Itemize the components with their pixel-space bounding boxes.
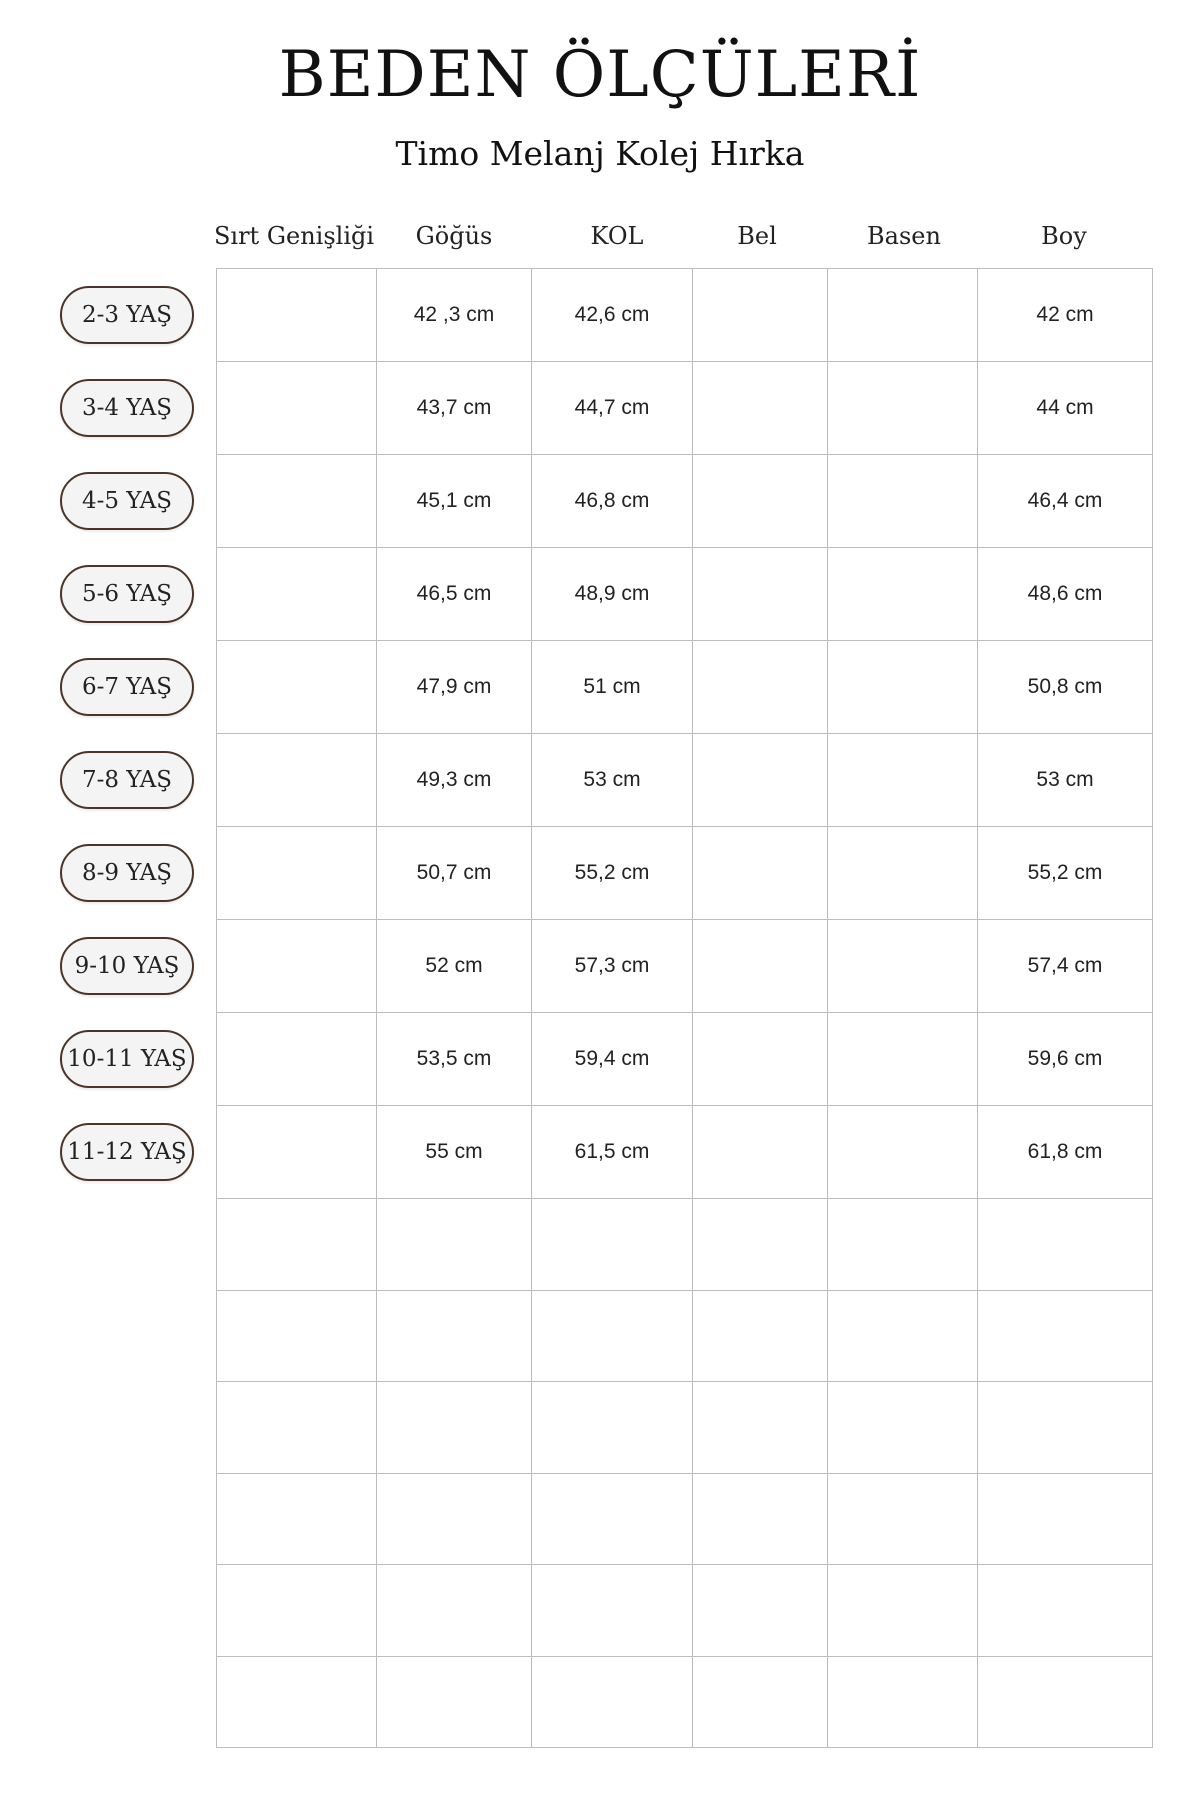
age-label: 3-4 YAŞ [60, 379, 194, 437]
cell-basen [828, 920, 978, 1013]
age-label: 11-12 YAŞ [60, 1123, 194, 1181]
cell-gogus: 42 ,3 cm [377, 269, 532, 362]
empty-cell [978, 1199, 1153, 1291]
cell-sirt-genisligi [217, 1013, 377, 1106]
cell-boy: 48,6 cm [978, 548, 1153, 641]
cell-kol: 44,7 cm [532, 362, 693, 455]
table-row [217, 827, 1153, 920]
cell-boy: 59,6 cm [978, 1013, 1153, 1106]
empty-cell [377, 1382, 532, 1474]
empty-cell [978, 1290, 1153, 1382]
cell-basen [828, 1106, 978, 1199]
cell-kol: 57,3 cm [532, 920, 693, 1013]
column-header-boy: Boy [1041, 222, 1087, 250]
empty-cell [377, 1473, 532, 1565]
cell-bel [693, 548, 828, 641]
column-header-sirt-genisligi: Sırt Genişliği [213, 222, 375, 250]
cell-basen [828, 827, 978, 920]
empty-cell [217, 1290, 377, 1382]
cell-bel [693, 827, 828, 920]
cell-boy: 57,4 cm [978, 920, 1153, 1013]
cell-gogus: 55 cm [377, 1106, 532, 1199]
column-header-gogus: Göğüs [415, 222, 493, 250]
empty-cell [377, 1199, 532, 1291]
cell-boy: 46,4 cm [978, 455, 1153, 548]
table-row [217, 734, 1153, 827]
cell-gogus: 53,5 cm [377, 1013, 532, 1106]
cell-gogus: 46,5 cm [377, 548, 532, 641]
empty-cell [693, 1382, 828, 1474]
cell-kol: 61,5 cm [532, 1106, 693, 1199]
cell-gogus: 43,7 cm [377, 362, 532, 455]
empty-cell [978, 1565, 1153, 1657]
age-label: 4-5 YAŞ [60, 472, 194, 530]
cell-bel [693, 1013, 828, 1106]
cell-basen [828, 548, 978, 641]
empty-cell [377, 1290, 532, 1382]
cell-sirt-genisligi [217, 362, 377, 455]
empty-cell [828, 1199, 978, 1291]
empty-cell [217, 1565, 377, 1657]
cell-basen [828, 269, 978, 362]
empty-cell [532, 1473, 693, 1565]
age-label: 5-6 YAŞ [60, 565, 194, 623]
age-label: 8-9 YAŞ [60, 844, 194, 902]
empty-cell [978, 1382, 1153, 1474]
empty-table-row [217, 1290, 1153, 1382]
cell-boy: 55,2 cm [978, 827, 1153, 920]
cell-bel [693, 920, 828, 1013]
cell-boy: 61,8 cm [978, 1106, 1153, 1199]
empty-cell [828, 1290, 978, 1382]
cell-sirt-genisligi [217, 827, 377, 920]
cell-sirt-genisligi [217, 269, 377, 362]
size-table [216, 268, 1153, 1748]
empty-cell [532, 1290, 693, 1382]
empty-cell [217, 1199, 377, 1291]
cell-gogus: 45,1 cm [377, 455, 532, 548]
empty-cell [828, 1473, 978, 1565]
cell-sirt-genisligi [217, 641, 377, 734]
cell-boy: 42 cm [978, 269, 1153, 362]
empty-table-row [217, 1382, 1153, 1474]
empty-cell [693, 1290, 828, 1382]
table-row [217, 641, 1153, 734]
cell-sirt-genisligi [217, 734, 377, 827]
cell-basen [828, 734, 978, 827]
cell-kol: 55,2 cm [532, 827, 693, 920]
cell-bel [693, 734, 828, 827]
cell-boy: 50,8 cm [978, 641, 1153, 734]
empty-cell [532, 1656, 693, 1748]
empty-table-row [217, 1565, 1153, 1657]
empty-table-row [217, 1473, 1153, 1565]
empty-cell [978, 1656, 1153, 1748]
table-row [217, 455, 1153, 548]
table-row [217, 548, 1153, 641]
table-row [217, 1106, 1153, 1199]
cell-sirt-genisligi [217, 1106, 377, 1199]
cell-gogus: 49,3 cm [377, 734, 532, 827]
empty-cell [217, 1473, 377, 1565]
cell-gogus: 50,7 cm [377, 827, 532, 920]
cell-kol: 59,4 cm [532, 1013, 693, 1106]
cell-basen [828, 455, 978, 548]
empty-cell [693, 1656, 828, 1748]
column-header-kol: KOL [590, 222, 644, 250]
cell-kol: 48,9 cm [532, 548, 693, 641]
empty-table-row [217, 1656, 1153, 1748]
page-title: BEDEN ÖLÇÜLERİ [278, 38, 922, 112]
cell-bel [693, 1106, 828, 1199]
empty-cell [532, 1382, 693, 1474]
age-label: 6-7 YAŞ [60, 658, 194, 716]
cell-boy: 44 cm [978, 362, 1153, 455]
empty-cell [217, 1656, 377, 1748]
empty-cell [693, 1473, 828, 1565]
cell-gogus: 47,9 cm [377, 641, 532, 734]
cell-basen [828, 362, 978, 455]
empty-cell [828, 1565, 978, 1657]
cell-sirt-genisligi [217, 920, 377, 1013]
cell-basen [828, 1013, 978, 1106]
cell-kol: 53 cm [532, 734, 693, 827]
cell-sirt-genisligi [217, 548, 377, 641]
age-label: 9-10 YAŞ [60, 937, 194, 995]
age-label: 2-3 YAŞ [60, 286, 194, 344]
column-header-bel: Bel [737, 222, 777, 250]
table-row [217, 269, 1153, 362]
cell-bel [693, 269, 828, 362]
cell-sirt-genisligi [217, 455, 377, 548]
cell-kol: 42,6 cm [532, 269, 693, 362]
cell-bel [693, 362, 828, 455]
empty-cell [828, 1382, 978, 1474]
empty-cell [377, 1656, 532, 1748]
column-header-basen: Basen [867, 222, 941, 250]
empty-cell [532, 1565, 693, 1657]
cell-basen [828, 641, 978, 734]
empty-table-row [217, 1199, 1153, 1291]
age-label: 7-8 YAŞ [60, 751, 194, 809]
cell-bel [693, 641, 828, 734]
cell-kol: 46,8 cm [532, 455, 693, 548]
product-name: Timo Melanj Kolej Hırka [395, 134, 805, 173]
table-row [217, 920, 1153, 1013]
empty-cell [377, 1565, 532, 1657]
table-row [217, 362, 1153, 455]
empty-cell [693, 1565, 828, 1657]
age-label: 10-11 YAŞ [60, 1030, 194, 1088]
empty-cell [693, 1199, 828, 1291]
empty-cell [217, 1382, 377, 1474]
empty-cell [532, 1199, 693, 1291]
cell-bel [693, 455, 828, 548]
empty-cell [978, 1473, 1153, 1565]
table-row [217, 1013, 1153, 1106]
cell-kol: 51 cm [532, 641, 693, 734]
empty-cell [828, 1656, 978, 1748]
cell-boy: 53 cm [978, 734, 1153, 827]
cell-gogus: 52 cm [377, 920, 532, 1013]
